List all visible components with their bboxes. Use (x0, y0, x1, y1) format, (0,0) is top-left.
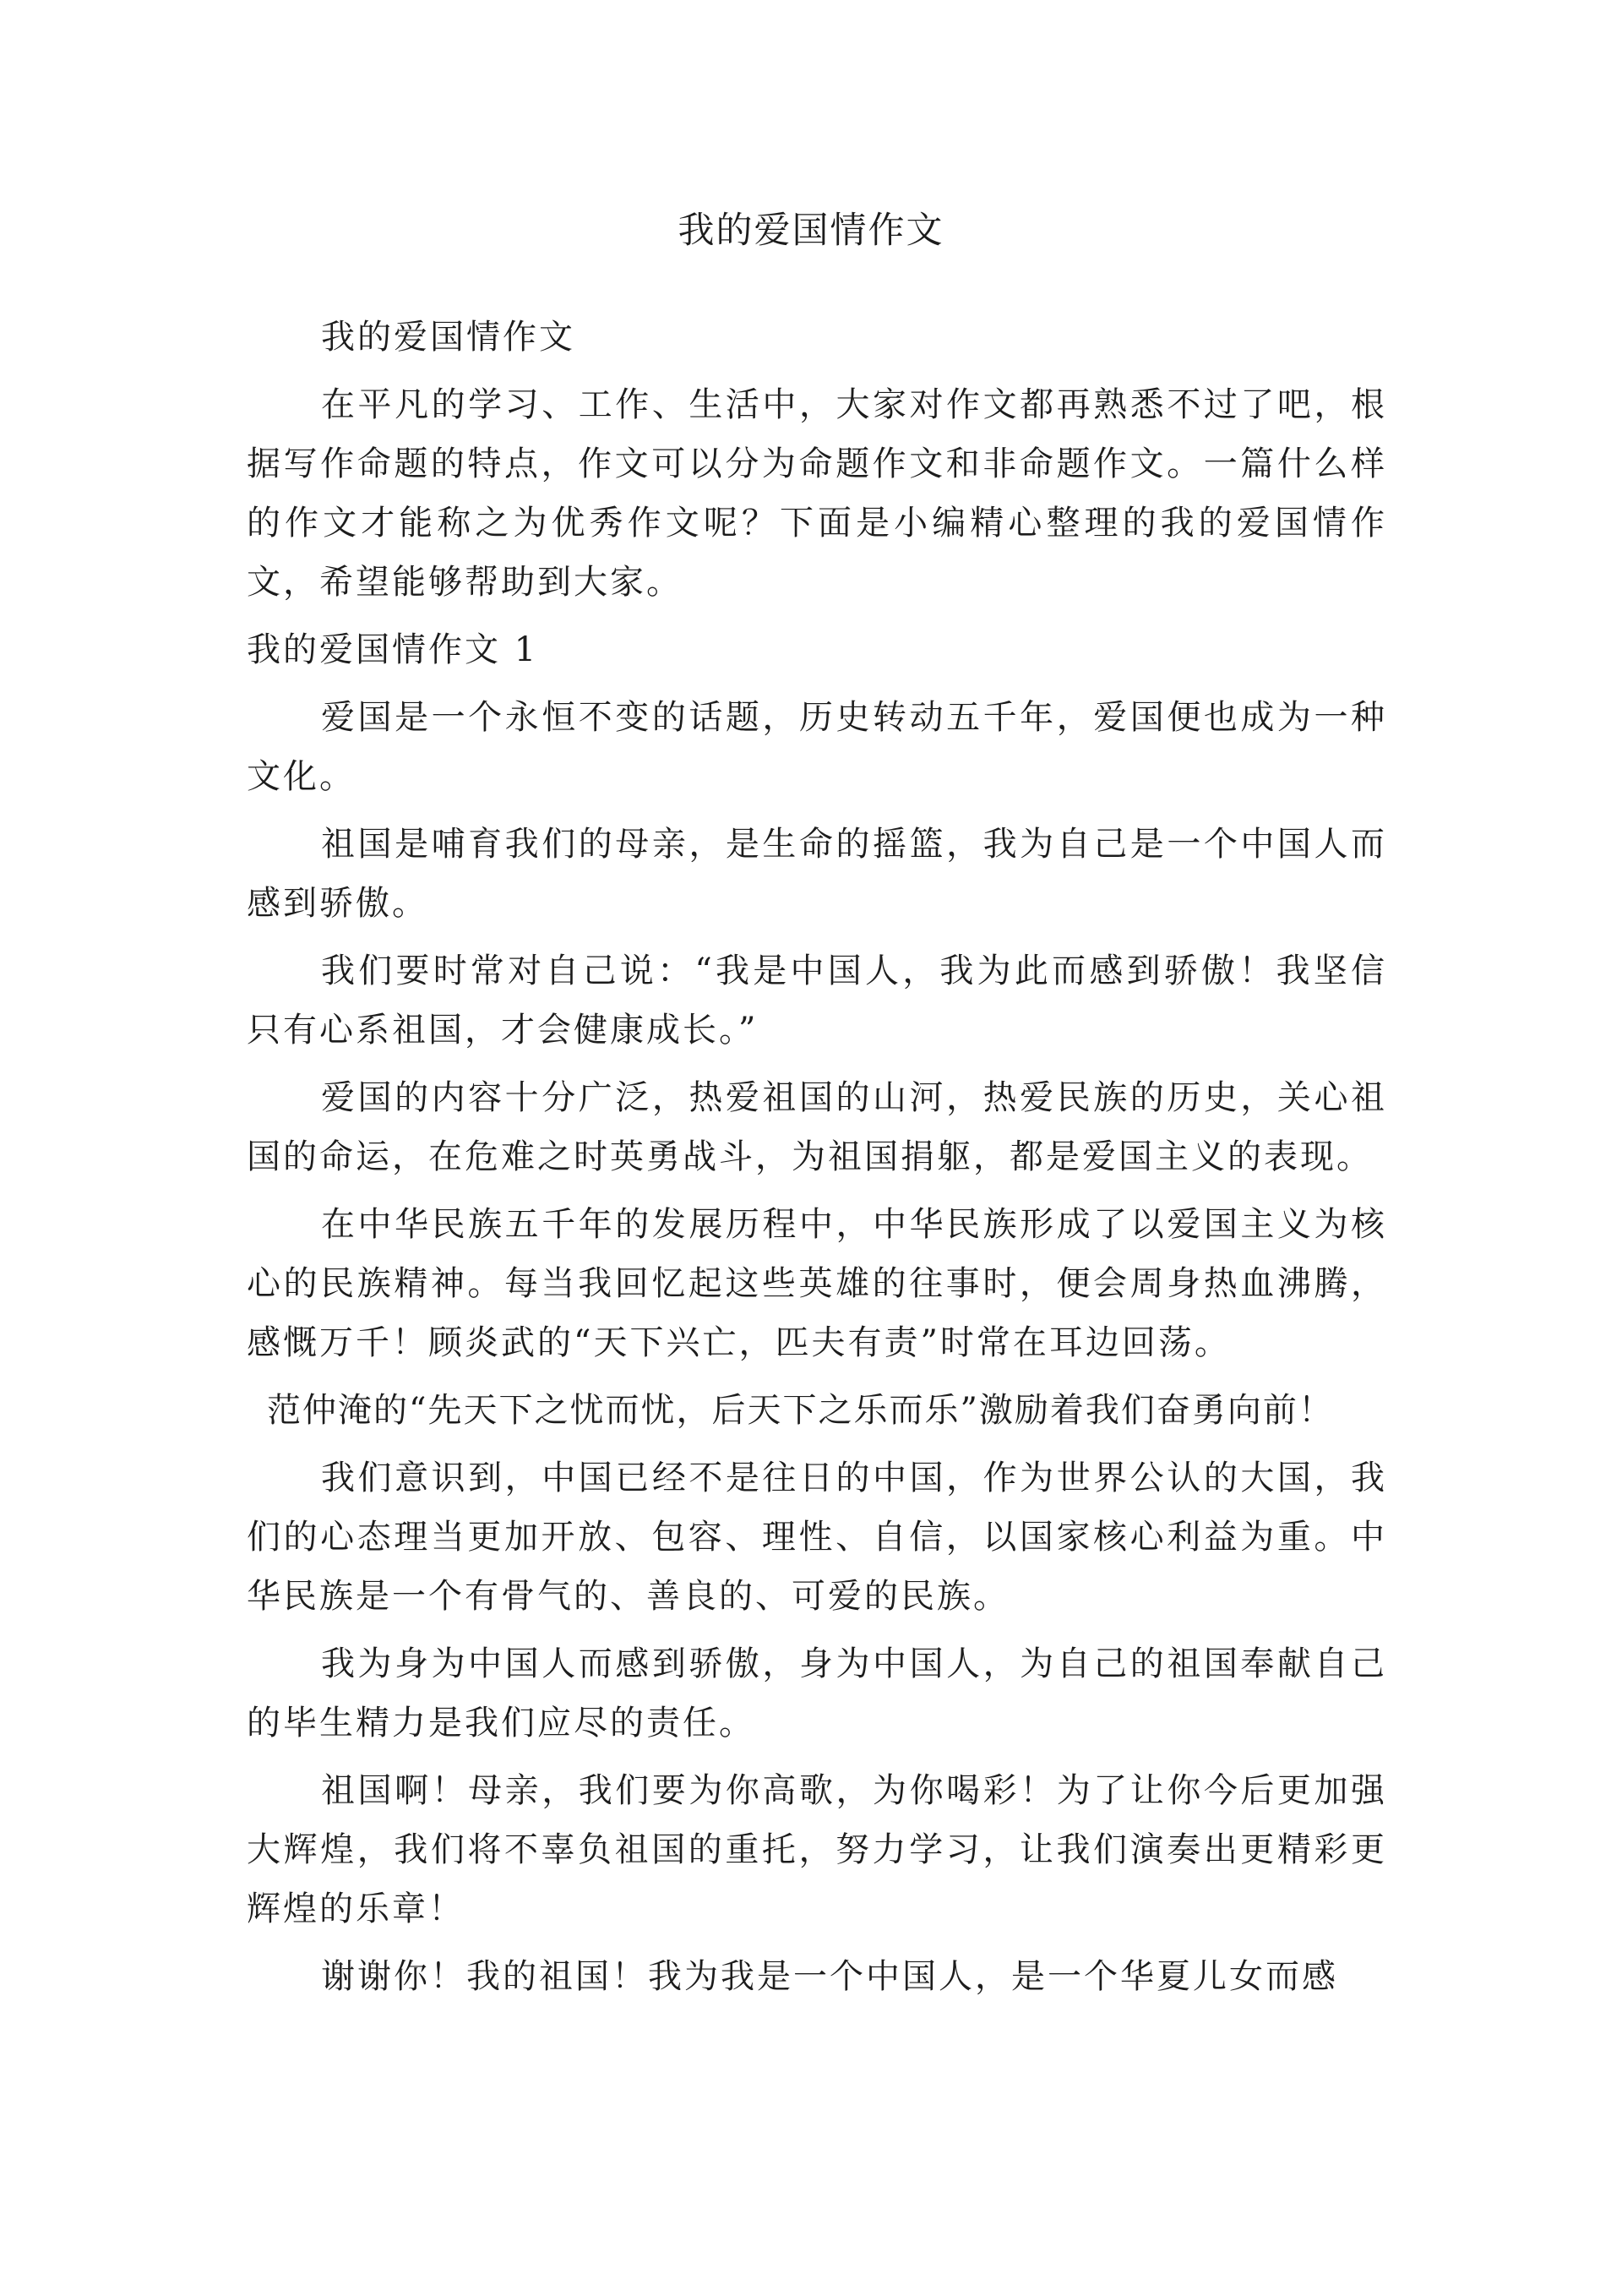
paragraph: 谢谢你！我的祖国！我为我是一个中国人，是一个华夏儿女而感 (321, 1957, 1338, 1996)
paragraph: 在中华民族五千年的发展历程中，中华民族形成了以爱国主义为核心的民族精神。每当我回忆起这些英雄的往事时，便会周身热血沸腾，感慨万千！顾炎武的“天下兴亡，匹夫有责”时常在耳边回荡。 (247, 1205, 1387, 1362)
paragraph-subtitle: 我的爱国情作文 (321, 318, 575, 357)
paragraph: 我们要时常对自己说：“我是中国人，我为此而感到骄傲！我坚信只有心系祖国，才会健康成长。” (247, 952, 1387, 1050)
paragraph: 范仲淹的“先天下之忧而忧，后天下之乐而乐”激励着我们奋勇向前！ (267, 1391, 1334, 1430)
document-title: 我的爱国情作文 (678, 210, 944, 252)
paragraph: 爱国是一个永恒不变的话题，历史转动五千年，爱国便也成为一种文化。 (247, 698, 1387, 796)
paragraph: 我们意识到，中国已经不是往日的中国，作为世界公认的大国，我们的心态理当更加开放、包容、理性、自信，以国家核心利益为重。中华民族是一个有骨气的、善良的、可爱的民族。 (247, 1459, 1387, 1616)
paragraph-intro: 在平凡的学习、工作、生活中，大家对作文都再熟悉不过了吧，根据写作命题的特点，作文可以分为命题作文和非命题作文。一篇什么样的作文才能称之为优秀作文呢？下面是小编精心整理的我的爱国情作文，希望能够帮助到大家。 (247, 385, 1387, 602)
section-heading: 我的爱国情作文 1 (247, 630, 539, 669)
document-body (247, 308, 1387, 2015)
paragraph: 祖国是哺育我们的母亲，是生命的摇篮，我为自己是一个中国人而感到骄傲。 (247, 825, 1387, 923)
paragraph: 爱国的内容十分广泛，热爱祖国的山河，热爱民族的历史，关心祖国的命运，在危难之时英勇战斗，为祖国捐躯，都是爱国主义的表现。 (247, 1078, 1387, 1176)
paragraph: 祖国啊！母亲，我们要为你高歌，为你喝彩！为了让你今后更加强大辉煌，我们将不辜负祖国的重托，努力学习，让我们演奏出更精彩更辉煌的乐章！ (247, 1771, 1387, 1928)
paragraph: 我为身为中国人而感到骄傲，身为中国人，为自己的祖国奉献自己的毕生精力是我们应尽的责任。 (247, 1644, 1387, 1742)
